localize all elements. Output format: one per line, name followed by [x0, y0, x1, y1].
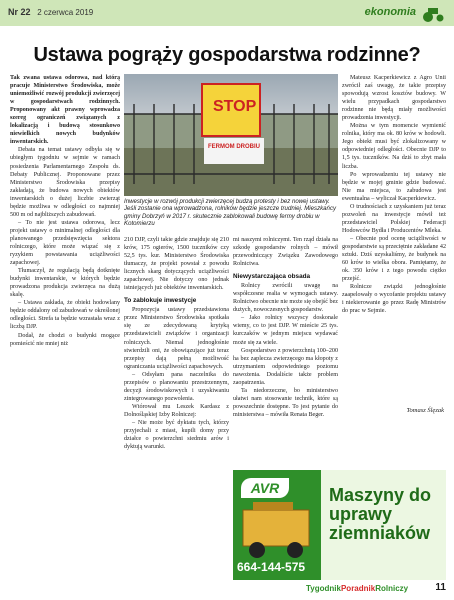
paragraph: Tłumaczył, że regulacją będą dotknięte budynki inwentarskie, w których będzie prowadzona produkcja zwierzęca na dużą skalę.: [10, 268, 120, 299]
article-column-3: [233, 236, 338, 466]
article-headline: Ustawa pogrąży gospodarstwa rodzinne?: [33, 44, 421, 66]
ad-phone[interactable]: 664-144-575: [237, 560, 306, 574]
footer-brand-a: Tygodnik: [306, 584, 341, 593]
author-signature: Tomasz Ślęzak: [406, 407, 444, 414]
issue-number: Nr 22: [8, 7, 31, 17]
subheading: Niewystarczająca obsada: [233, 273, 311, 281]
paragraph: – Jako rolnicy wszyscy doskonale wiemy, co to jest DJP. W mieście 25 tys. kurczaków w jednym miejscu wydawać może się za wiele.: [233, 315, 338, 346]
photo-caption: Inwestycje w rozwój produkcji zwierzęcej budzą protesty i bez nowej ustawy. Jeśli zostanie ona wprowadzona, rolników będzie jeszcze trudniej. Mieszkańcy gminy Dobrzyń w 2017 r. skutecznie zablokowali budowę fermy drobiu w Kotomierzu: [124, 198, 337, 228]
paragraph: Propozycja ustawy przedstawiona przez Ministerstwo Środowiska spotkała się ze zdecydowaną krytyką przedstawicieli związków i organizacji rolniczych. Niemal jednogłośnie stwierdzili oni, że obowiązujące już teraz przepisy dają pełną możliwość ograniczania uciążliwości zapachowych.: [124, 307, 229, 370]
sign-text: STOP: [213, 98, 257, 115]
paragraph: Po wprowadzeniu tej ustawy nie będzie w mojej gminie gdzie budować. Nie ma miejsca, to zabudowa jest ewentualna – wyliczał Kacperkiewicz.: [342, 171, 446, 202]
advertisement[interactable]: [233, 470, 446, 580]
paragraph: – Obecnie pod ocenę uciążliwości w gospodarstwie są przeciętnie zakładane 42 sztuki. Dziś uzyskaliśmy, że budynek na 60 krów to wielka obora. Pamiętamy, że ok. 350 krów i z tego powodu ciężko przejść.: [342, 235, 446, 283]
paragraph: – Nie może być dyktatu tych, którzy przyjechali z miast, kupili domy przy działce o powierzchni siedmiu arów i dyktują warunki.: [124, 419, 229, 451]
paragraph: Ta niedorzeczne, bo ministerstwo ułatwi nam stosowanie technik, które są powszechnie dostępne. To jest pytanie do ministerstwa – mówiła Renata Beger.: [233, 387, 338, 418]
ad-title: Maszyny do uprawy ziemniaków: [329, 485, 432, 543]
paragraph: Dodał, że chodzi o budynki mogące pomieścić nie mniej niż: [10, 332, 120, 347]
paragraph: mi naszymi rolniczymi. Ten rząd działa na szkodę gospodarstw rolnych – mówił przewodniczący Związku Zawodowego Rolnictwa.: [233, 237, 338, 268]
protest-sign-image: [124, 74, 338, 196]
article-column-1: [10, 74, 120, 574]
paragraph: Wtórował mu Leszek Kardasz z Dolnośląskiej Izby Rolniczej:: [124, 403, 229, 418]
article-photo: [124, 74, 338, 196]
paragraph: Gospodarstwo z powierzchnią 100–200 ha bez zaplecza zwierzęcego ma kłopoty z utrzymaniem odpowiedniego poziomu nawożenia. Dodaliście także problem zaopatrzenia.: [233, 347, 338, 386]
footer-brand-b: Poradnik: [340, 584, 376, 593]
sign-subtext: FERMOM DROBIU: [208, 144, 260, 150]
paragraph: Debata na temat ustawy odbyła się w ubiegłym tygodniu w sejmie w ramach posiedzenia Parlamentarnego Zespołu ds. Debaty Publicznej. Proponowane przez Ministerstwo Środowiska przepisy zakładają, że budowa nowych obiektów inwentarskich o dużej liczbie zwierząt będzie możliwa w odległości co najmniej 500 m od najbliższych zabudowań.: [10, 147, 120, 218]
paragraph: Rolnicy zwrócili uwagę na współczesne realia w wymogach ustawy. Rolnictwo obecnie nie może się obejść bez dużych, nowoczesnych gospodarstw.: [233, 283, 338, 314]
article-column-2: [124, 236, 229, 571]
paragraph: Rolnicze związki jednogłośnie zaapelowały o wycofanie projektu ustawy i niekierowanie go przez Radę Ministrów do prac w Sejmie.: [342, 284, 446, 315]
paragraph: Tak zwana ustawa odorowa, nad którą pracuje Ministerstwo Środowiska, może uniemożliwić rozwój produkcji zwierzęcej w gospodarstwach rodzinnych. Proponowany akt prawny wprowadza szereg ograniczeń związanych z lokalizacją i budową stosunkowo niewielkich nowych budynków inwentarskich.: [10, 75, 120, 146]
top-bar: [0, 0, 454, 26]
ad-image-panel: [233, 470, 321, 580]
subheading: To zablokuje inwestycje: [124, 297, 197, 305]
paragraph: – To nie jest ustawa odorowa, lecz projekt ustawy o minimalnej odległości dla planowanego przedsięwzięcia sektora rolniczego, które może wiązać się z ryzykiem powstawania uciążliwości zapachowej.: [10, 219, 120, 267]
footer-brand: [306, 584, 408, 593]
section-label: ekonomia: [364, 6, 416, 18]
ad-brand-logo: AVR: [241, 478, 289, 498]
paragraph: – Ustawa zakłada, że obiekt hodowlany będzie oddalony od zabudowań w określonej odległości. Strefa ta będzie wzrastała wraz z liczbą DJP.: [10, 300, 120, 331]
paragraph: Można w tym momencie wymienić rolnika, który ma ok. 80 krów w hodowli. Jego obiekt musi być zlokalizowany w odpowiedniej odległości. Obecnie DJP to 1,5 tys. tuczników. Na dziś to zbyt mała liczba.: [342, 123, 446, 170]
tractor-icon: [422, 3, 446, 23]
paragraph: – Odsyłam pana naczelnika do przepisów o planowaniu przestrzennym, decyzji środowiskowych i uzyskiwaniu zintegrowanego pozwolenia.: [124, 371, 229, 402]
paragraph: Mateusz Kacperkiewicz z Agro Unii zwrócił zaś uwagę, że takie przepisy spowodują wzrost kosztów budowy. W wielu przypadkach gospodarstwo rodzinne nie będą miały możliwości prowadzenia inwestycji.: [342, 75, 446, 122]
issue-info: [8, 7, 93, 17]
article-column-4: [342, 74, 446, 419]
page-number: 11: [435, 582, 446, 593]
paragraph: 210 DJP, czyli takie gdzie znajduje się 210 krów, 175 ogierów, 1500 tuczników czy 52,5 tys. kur. Ministerstwo Środowiska tłumaczy, że projekt powstał z powodu licznych skarg dotyczących uciążliwości zapachowej. Nie dotyczy ono jednak istniejących już obiektów inwentarskich.: [124, 237, 229, 292]
paragraph: O trudnościach z uzyskaniem już teraz pozwoleń na inwestycje mówił też przedstawiciel Polskiej Federacji Hodowców Bydła i Producentów Mleka.: [342, 203, 446, 234]
issue-date: 2 czerwca 2019: [37, 8, 94, 17]
footer-brand-c: Rolniczy: [375, 584, 409, 593]
